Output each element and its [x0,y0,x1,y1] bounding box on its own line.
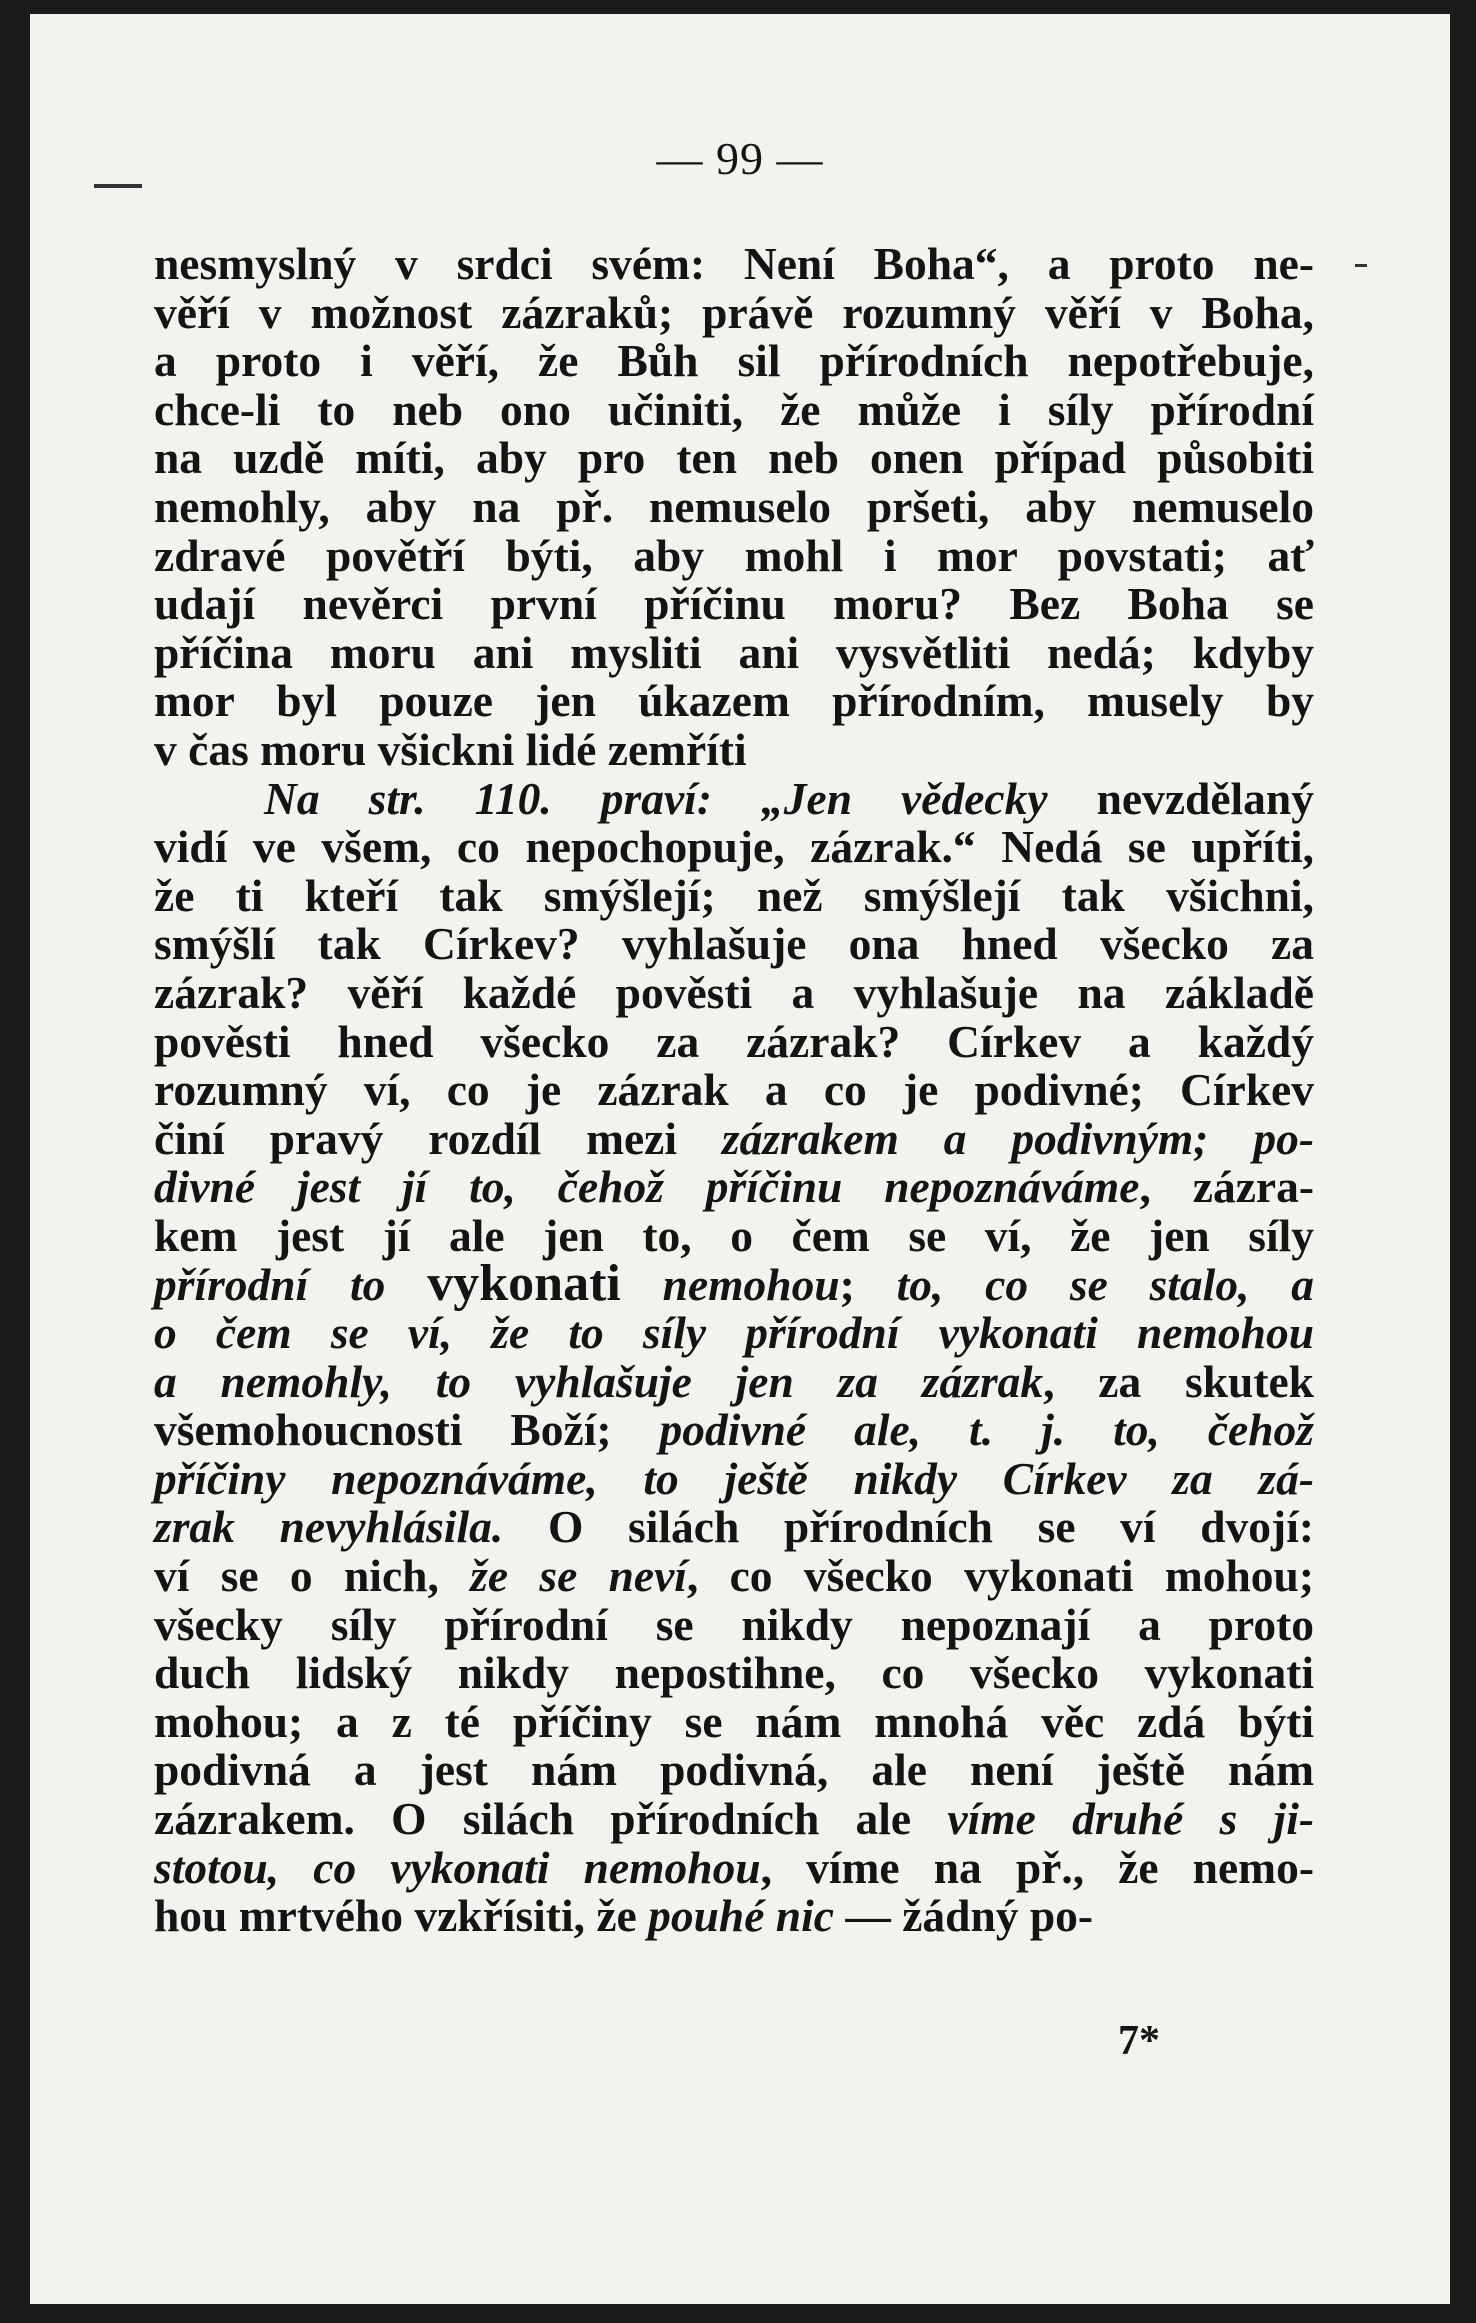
text-run: duch lidský nikdy nepostihne, co všecko vykonati [154,1647,1314,1699]
text-run: zázrakem. O silách přírodních ale [154,1793,948,1844]
text-run: všemohoucnosti Boží; [154,1404,660,1456]
text-run: v čas moru všickni lidé zemříti [154,723,747,775]
text-run: nesmyslný v srdci svém: Není Boha“, a proto ne- [154,238,1314,289]
text-run: mohou; a z té příčiny se nám mnohá věc zdá býti [154,1695,1314,1747]
italic-text: to, co se stalo, a [896,1259,1314,1311]
italic-text: víme druhé s ji- [947,1793,1314,1844]
text-line [154,1015,1314,1067]
text-run: pověsti hned všecko za zázrak? Církev a každý [154,1015,1314,1067]
text-run: rozumný ví, co je zázrak a co je podivné; Církev [154,1064,1314,1116]
text-line [154,1649,1314,1698]
text-line [154,1066,1314,1115]
italic-text: a nemohly, to vyhlašuje jen za zázrak [154,1355,1044,1407]
text-line [154,1406,1314,1455]
text-run: kem jest jí ale jen to, o čem se ví, že jen síly [154,1209,1314,1261]
text-run: a proto i věří, že Bůh sil přírodních nepotřebuje, [154,335,1314,387]
text-run: nevzdělaný [1047,772,1314,824]
text-line [154,1163,1314,1212]
italic-text: přírodní to [154,1259,428,1311]
text-line [154,677,1314,726]
ink-mark [94,184,142,188]
text-line [154,920,1314,969]
text-line [154,286,1314,338]
text-run: vidí ve všem, co nepochopuje, zázrak.“ Nedá se upříti, [154,821,1314,873]
text-line [154,240,1314,289]
italic-text: pouhé nic [648,1890,834,1942]
text-run: , víme na př., že nemo- [760,1841,1314,1893]
text-line [154,1598,1314,1650]
text-line [154,626,1314,678]
text-run: všecky síly přírodní se nikdy nepoznají a proto [154,1598,1314,1650]
text-run: příčina moru ani mysliti ani vysvětliti nedá; kdyby [154,626,1314,678]
text-run: , zázra- [1139,1161,1314,1213]
text-run: udají nevěrci první příčinu moru? Bez Boha se [154,578,1314,630]
text-run: mor byl pouze jen úkazem přírodním, musely by [154,675,1314,727]
text-line [154,1695,1314,1747]
text-run: O silách přírodních se ví dvojí: [503,1501,1314,1553]
text-run: smýšlí tak Církev? vyhlašuje ona hned všecko za [154,918,1314,970]
italic-text: nemohou [620,1259,840,1311]
signature-mark: 7* [1118,2018,1160,2064]
text-line [154,1795,1314,1844]
text-run: nemohly, aby na př. nemuselo pršeti, aby nemuselo [154,480,1314,532]
text-line [154,480,1314,532]
text-line [154,723,1314,775]
text-run: ; [839,1259,897,1311]
italic-text: o čem se ví, že to síly přírodní vykonati nemohou [154,1307,1314,1359]
text-line [154,1355,1314,1407]
text-run: hou mrtvého vzkřísiti, že [154,1890,649,1942]
text-run: ví se o nich, [154,1550,471,1602]
text-run: věří v možnost zázraků; právě rozumný věří v Boha, [154,286,1314,338]
italic-text: Na str. 110. praví: „Jen vědecky [264,772,1048,824]
italic-text: zázrakem a podivným; po- [721,1112,1314,1164]
text-run: podivná a jest nám podivná, ale není ještě nám [154,1744,1314,1796]
body-text [154,240,1314,1941]
italic-text: že se neví [470,1550,687,1602]
book-page [30,14,1450,2304]
text-run: — žádný po- [833,1890,1094,1942]
text-run: na uzdě míti, aby pro ten neb onen případ působiti [154,432,1314,484]
italic-text: podivné ale, t. j. to, čehož [659,1404,1314,1456]
text-line [154,1841,1314,1893]
text-line [154,337,1314,386]
text-line [154,1309,1314,1358]
text-line [154,1552,1314,1601]
text-line [154,1746,1314,1795]
text-run: , co všecko vykonati mohou; [686,1550,1314,1602]
text-line [154,823,1314,872]
italic-text: zrak nevyhlásila. [154,1501,504,1553]
text-run: zdravé povětří býti, aby mohl i mor povstati; ať [154,529,1314,581]
ink-mark [1355,264,1367,267]
text-run: , za skutek [1043,1355,1314,1407]
italic-text: příčiny nepoznáváme, to ještě nikdy Církev za zá- [154,1452,1314,1504]
text-line [154,1209,1314,1261]
text-run: činí pravý rozdíl mezi [154,1112,722,1164]
text-run: chce-li to neb ono učiniti, že může i síly přírodní [154,383,1314,435]
emphasis-text: vykonati [427,1255,621,1313]
text-line [154,869,1314,921]
text-line [154,383,1314,435]
italic-text: stotou, co vykonati nemohou [154,1841,761,1893]
page-number: — 99 — [656,133,824,184]
text-line [154,1503,1314,1552]
text-run: že ti kteří tak smýšlejí; než smýšlejí tak všichni, [154,869,1314,921]
text-line [154,1452,1314,1504]
text-run: zázrak? věří každé pověsti a vyhlašuje na základě [154,966,1314,1018]
text-line [154,772,1314,824]
text-line [154,434,1314,483]
text-line [154,966,1314,1018]
text-line [154,1255,1314,1313]
text-line [154,529,1314,581]
text-line [154,580,1314,629]
text-line [154,1112,1314,1164]
text-line [154,1892,1314,1941]
italic-text: divné jest jí to, čehož příčinu nepoznáváme [154,1161,1140,1213]
